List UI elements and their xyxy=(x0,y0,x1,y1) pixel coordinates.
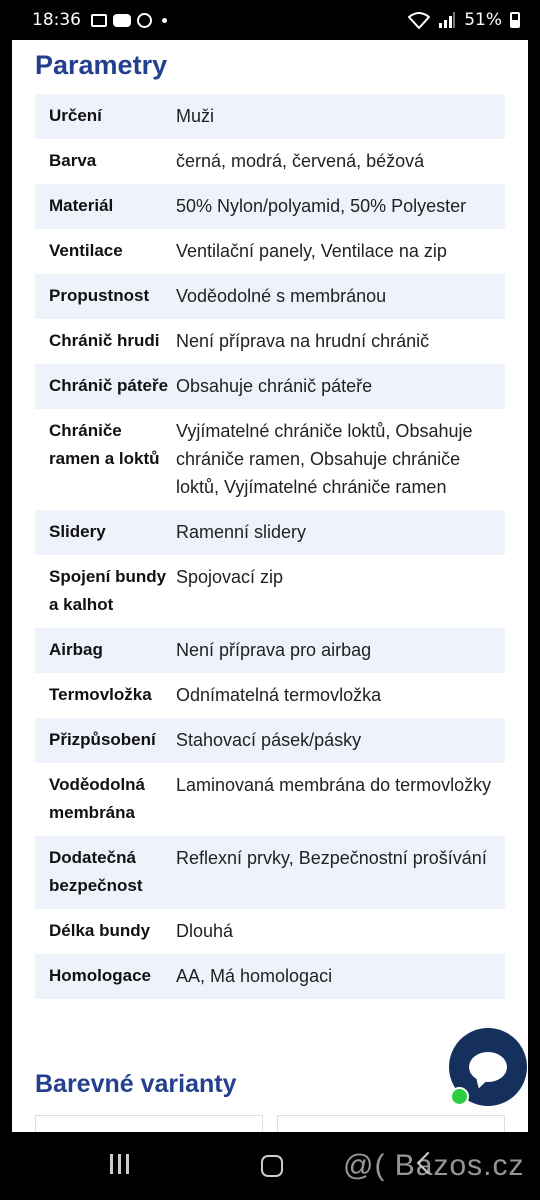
notification-dot xyxy=(162,18,167,23)
signal-icon xyxy=(438,12,456,28)
row-value: Odnímatelná termovložka xyxy=(176,685,382,705)
row-key: Určení xyxy=(49,106,102,125)
row-value: černá, modrá, červená, béžová xyxy=(176,151,425,171)
status-icons xyxy=(91,13,167,28)
row-key: Airbag xyxy=(49,640,103,659)
recent-apps-button[interactable] xyxy=(110,1154,129,1174)
row-value: Reflexní prvky, Bezpečnostní prošívání xyxy=(176,848,487,868)
row-value: Dlouhá xyxy=(176,921,234,941)
table-row xyxy=(35,555,505,628)
row-key: Homologace xyxy=(49,966,152,985)
row-key: Barva xyxy=(49,151,97,170)
vpn-icon xyxy=(137,13,152,28)
home-button[interactable] xyxy=(261,1155,283,1177)
table-row xyxy=(35,229,505,274)
youtube-icon xyxy=(113,14,131,27)
row-key: Ventilace xyxy=(49,241,123,260)
params-heading: Parametry xyxy=(35,50,168,80)
table-row xyxy=(35,836,505,909)
row-value: AA, Má homologaci xyxy=(176,966,333,986)
page-content[interactable] xyxy=(12,40,528,1132)
row-key: Chrániče ramen a loktů xyxy=(49,421,160,468)
table-row xyxy=(35,673,505,718)
row-key: Materiál xyxy=(49,196,114,215)
row-value: Ventilační panely, Ventilace na zip xyxy=(176,241,447,261)
status-time: 18:36 xyxy=(32,10,81,30)
gallery-icon xyxy=(91,14,107,27)
table-row xyxy=(35,319,505,364)
table-row xyxy=(35,94,505,139)
row-value: Není příprava na hrudní chránič xyxy=(176,331,430,351)
variant-card[interactable] xyxy=(35,1115,263,1132)
row-key: Chránič páteře xyxy=(49,376,169,395)
variant-card[interactable] xyxy=(277,1115,505,1132)
row-value: Obsahuje chránič páteře xyxy=(176,376,373,396)
row-value: Není příprava pro airbag xyxy=(176,640,372,660)
row-key: Přizpůsobení xyxy=(49,730,156,749)
row-key: Termovložka xyxy=(49,685,152,704)
table-row xyxy=(35,909,505,954)
table-row xyxy=(35,510,505,555)
row-key: Slidery xyxy=(49,522,106,541)
row-value: 50% Nylon/polyamid, 50% Polyester xyxy=(176,196,467,216)
table-row xyxy=(35,954,505,999)
battery-icon xyxy=(510,12,520,28)
chat-bubble-icon xyxy=(469,1052,507,1082)
row-value: Vyjímatelné chrániče loktů, Obsahuje chrániče ramen, Obsahuje chrániče loktů, Vyjímatelné chrániče ramen xyxy=(176,421,473,497)
row-value: Spojovací zip xyxy=(176,567,284,587)
table-row xyxy=(35,763,505,836)
status-bar xyxy=(0,0,540,40)
row-key: Dodatečná bezpečnost xyxy=(49,848,143,895)
watermark: @( Bazos.cz xyxy=(343,1149,525,1182)
table-row xyxy=(35,718,505,763)
row-key: Délka bundy xyxy=(49,921,151,940)
battery-percent: 51% xyxy=(464,10,502,30)
navigation-bar xyxy=(0,1132,540,1200)
row-key: Voděodolná membrána xyxy=(49,775,146,822)
row-value: Ramenní slidery xyxy=(176,522,307,542)
table-row xyxy=(35,409,505,510)
row-key: Spojení bundy a kalhot xyxy=(49,567,167,614)
row-key: Chránič hrudi xyxy=(49,331,160,350)
row-value: Voděodolné s membránou xyxy=(176,286,387,306)
status-right xyxy=(408,10,520,30)
row-key: Propustnost xyxy=(49,286,150,305)
table-row xyxy=(35,274,505,319)
row-value: Stahovací pásek/pásky xyxy=(176,730,362,750)
online-status-dot xyxy=(450,1087,469,1106)
row-value: Laminovaná membrána do termovložky xyxy=(176,775,492,795)
table-row xyxy=(35,184,505,229)
row-value: Muži xyxy=(176,106,215,126)
wifi-icon xyxy=(408,11,430,29)
variants-heading: Barevné varianty xyxy=(35,1070,237,1098)
table-row xyxy=(35,364,505,409)
table-row xyxy=(35,139,505,184)
spec-table xyxy=(35,94,505,999)
table-row xyxy=(35,628,505,673)
